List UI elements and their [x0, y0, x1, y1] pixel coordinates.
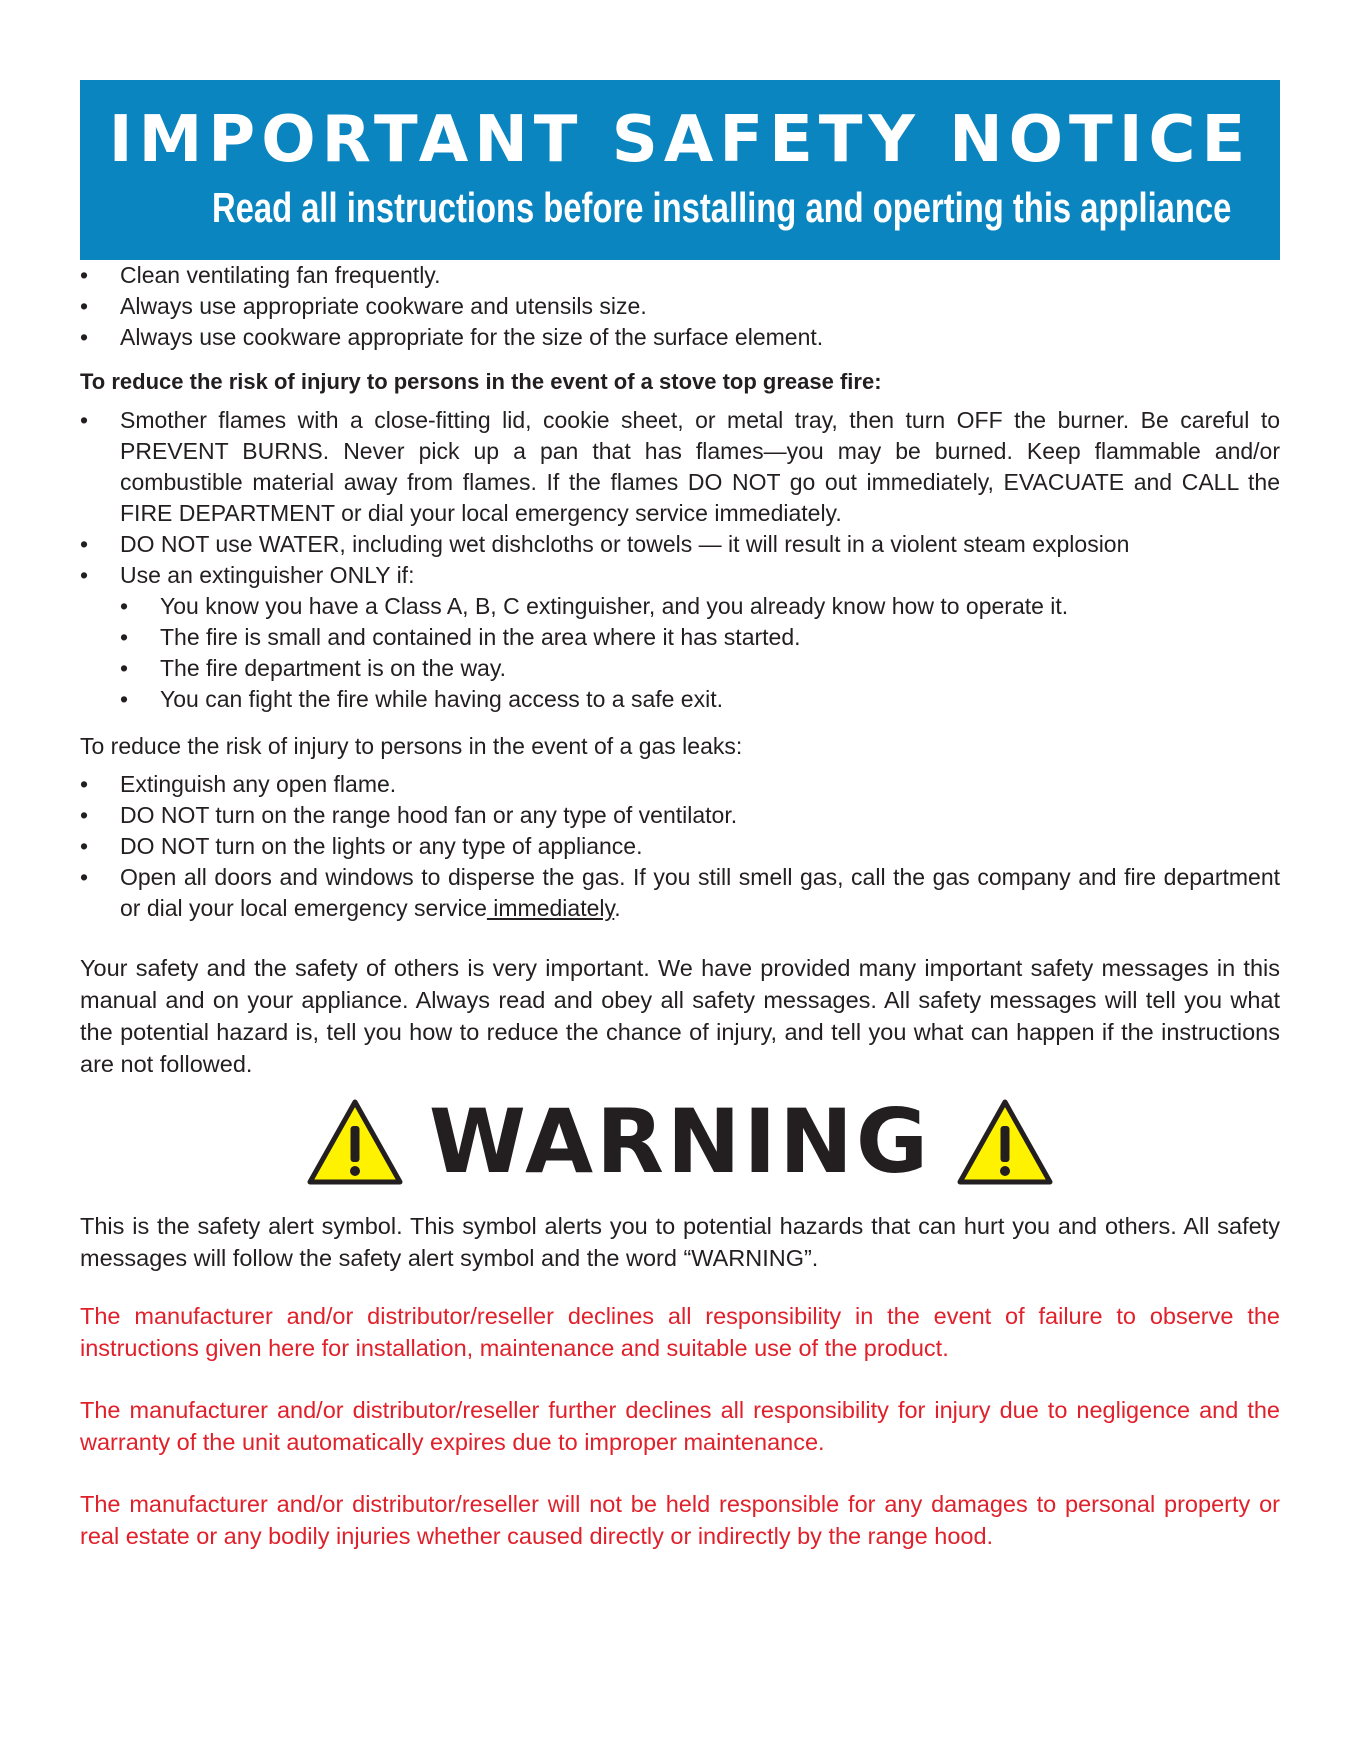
list-item: • The fire is small and contained in the area where it has started.: [120, 622, 1280, 653]
extinguisher-conditions-list: [120, 591, 1280, 715]
list-item: • The fire department is on the way.: [120, 653, 1280, 684]
list-item: • You know you have a Class A, B, C extinguisher, and you already know how to operate it.: [120, 591, 1280, 622]
disclaimer-paragraph: The manufacturer and/or distributor/reseller will not be held responsible for any damages to personal property or real estate or any bodily injuries whether caused directly or indirectly by the range hood.: [80, 1491, 1280, 1549]
list-item: • DO NOT use WATER, including wet dishcloths or towels — it will result in a violent steam explosion: [80, 529, 1280, 560]
banner-title: IMPORTANT SAFETY NOTICE: [108, 103, 1252, 177]
gas-leak-last-item-end: .: [614, 895, 621, 921]
list-item: • Always use appropriate cookware and utensils size.: [80, 291, 1280, 322]
list-item: [80, 862, 1280, 924]
list-item: • Always use cookware appropriate for the size of the surface element.: [80, 322, 1280, 353]
list-item: • DO NOT turn on the lights or any type of appliance.: [80, 831, 1280, 862]
safety-banner: [80, 80, 1280, 260]
general-tips-list: [80, 260, 1280, 353]
warning-triangle-icon: [305, 1096, 405, 1188]
alert-symbol-description: This is the safety alert symbol. This symbol alerts you to potential hazards that can hurt you and others. All safety messages will follow the safety alert symbol and the word “WARNING”.: [80, 1213, 1280, 1271]
grease-fire-list: [80, 405, 1280, 715]
gas-leak-list: [80, 769, 1280, 924]
list-item: • Clean ventilating fan frequently.: [80, 260, 1280, 291]
grease-fire-heading: To reduce the risk of injury to persons in the event of a stove top grease fire:: [80, 369, 882, 394]
gas-leak-last-item-text: Open all doors and windows to disperse the gas. If you still smell gas, call the gas company and fire department or dial your local emergency service: [120, 864, 1280, 921]
safety-intro-paragraph: Your safety and the safety of others is very important. We have provided many important safety messages in this manual and on your appliance. Always read and obey all safety messages. All safety messages will tell you what the potential hazard is, tell you how to reduce the chance of injury, and tell you what can happen if the instructions are not followed.: [80, 955, 1280, 1077]
list-item: • DO NOT turn on the range hood fan or any type of ventilator.: [80, 800, 1280, 831]
safety-notice-page: [80, 80, 1280, 1552]
list-item: • You can fight the fire while having access to a safe exit.: [120, 684, 1280, 715]
extinguisher-condition-intro: Use an extinguisher ONLY if:: [120, 562, 415, 588]
disclaimer-paragraph: The manufacturer and/or distributor/reseller further declines all responsibility for injury due to negligence and the warranty of the unit automatically expires due to improper maintenance.: [80, 1397, 1280, 1455]
disclaimer-paragraph: The manufacturer and/or distributor/reseller declines all responsibility in the event of failure to observe the instructions given here for installation, maintenance and suitable use of the product.: [80, 1303, 1280, 1361]
warning-header: [80, 1090, 1280, 1193]
list-item: • Smother flames with a close-fitting lid, cookie sheet, or metal tray, then turn OFF the burner. Be careful to PREVENT BURNS. Never pick up a pan that has flames—you may be burned. Keep flammable and/or combustible material away from flames. If the flames DO NOT go out immediately, EVACUATE and CALL the FIRE DEPARTMENT or dial your local emergency service immediately.: [80, 405, 1280, 529]
warning-triangle-icon: [955, 1096, 1055, 1188]
list-item: • Extinguish any open flame.: [80, 769, 1280, 800]
banner-subtitle: Read all instructions before installing and operting this appliance: [212, 184, 1232, 231]
warning-word: WARNING: [428, 1090, 932, 1193]
immediately-underlined: immediately: [486, 895, 615, 921]
gas-leak-heading: To reduce the risk of injury to persons in the event of a gas leaks:: [80, 733, 743, 759]
list-item: [80, 560, 1280, 715]
